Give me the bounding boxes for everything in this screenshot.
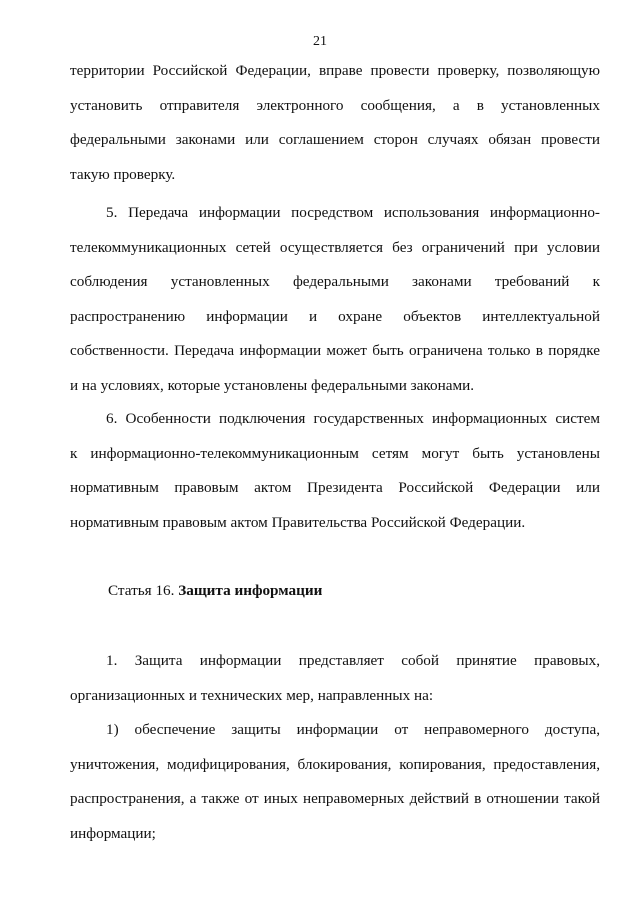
text-line: телекоммуникационных сетей осуществляется без ограничений при условии	[70, 238, 600, 256]
paragraph-16-1	[70, 644, 600, 713]
text-line: 1) обеспечение защиты информации от неправомерного доступа,	[106, 721, 600, 738]
article-heading	[108, 578, 322, 604]
text-line: такую проверку.	[70, 165, 176, 183]
paragraph-6	[70, 402, 600, 540]
paragraph-16-1-1	[70, 713, 600, 851]
text-line: информации;	[70, 824, 156, 842]
article-prefix: Статья 16.	[108, 582, 175, 599]
text-line: 1. Защита информации представляет собой принятие правовых,	[106, 652, 600, 669]
page-number: 21	[313, 34, 327, 49]
text-line: установить отправителя электронного сообщения, а в установленных	[70, 96, 600, 114]
text-line: организационных и технических мер, направленных на:	[70, 686, 434, 704]
text-line: к информационно-телекоммуникационным сетям могут быть установлены	[70, 444, 600, 462]
text-line: 5. Передача информации посредством использования информационно-	[106, 204, 600, 221]
text-line: и на условиях, которые установлены федеральными законами.	[70, 376, 475, 394]
text-line: территории Российской Федерации, вправе провести проверку, позволяющую	[70, 62, 600, 79]
text-line: распространению информации и охране объектов интеллектуальной	[70, 307, 600, 325]
text-line: нормативным правовым актом Президента Российской Федерации или	[70, 479, 600, 496]
text-line: нормативным правовым актом Правительства Российской Федерации.	[70, 513, 526, 531]
paragraph-continuation	[70, 54, 600, 192]
text-line: федеральными законами или соглашением сторон случаях обязан провести	[70, 131, 600, 148]
text-line: распространения, а также от иных неправомерных действий в отношении такой	[70, 790, 600, 807]
article-title: Защита информации	[178, 582, 323, 599]
text-line: соблюдения установленных федеральными законами требований к	[70, 273, 600, 290]
text-line: собственности. Передача информации может быть ограничена только в порядке	[70, 342, 600, 359]
paragraph-5	[70, 196, 600, 403]
text-line: 6. Особенности подключения государственных информационных систем	[106, 410, 600, 427]
text-line: уничтожения, модифицирования, блокирования, копирования, предоставления,	[70, 755, 600, 773]
